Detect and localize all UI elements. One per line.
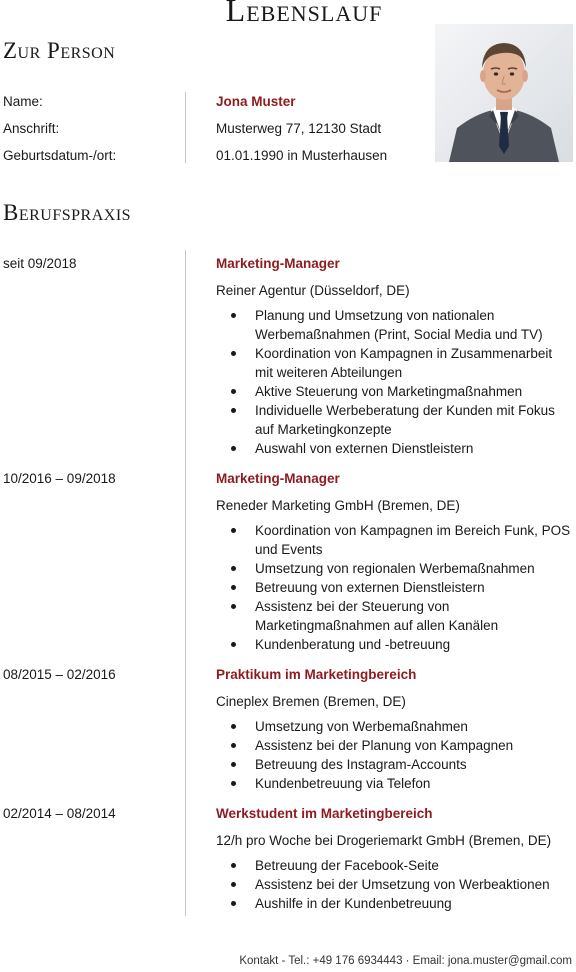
- value-birth: 01.01.1990 in Musterhausen: [216, 148, 388, 163]
- list-item: Auswahl von externen Dienstleistern: [216, 439, 572, 458]
- job-title: Marketing-Manager: [216, 471, 340, 486]
- list-item: Betreuung von externen Dienstleistern: [216, 578, 572, 597]
- job-title: Werkstudent im Marketingbereich: [216, 806, 433, 821]
- list-item: Assistenz bei der Planung von Kampagnen: [216, 736, 572, 755]
- profile-photo: [435, 24, 573, 162]
- job-company: Reiner Agentur (Düsseldorf, DE): [216, 283, 410, 298]
- list-item: Kundenberatung und -betreuung: [216, 635, 572, 654]
- list-item: Assistenz bei der Steuerung von Marketingmaßnahmen auf allen Kanälen: [216, 597, 572, 635]
- job-date: 02/2014 – 08/2014: [3, 806, 116, 821]
- job-date: 10/2016 – 09/2018: [3, 471, 116, 486]
- value-name: Jona Muster: [216, 94, 296, 109]
- divider-experience: [185, 250, 186, 916]
- list-item: Umsetzung von regionalen Werbemaßnahmen: [216, 559, 572, 578]
- job-company: Reneder Marketing GmbH (Bremen, DE): [216, 498, 460, 513]
- job-date: seit 09/2018: [3, 256, 77, 271]
- job-company: 12/h pro Woche bei Drogeriemarkt GmbH (Bremen, DE): [216, 833, 552, 848]
- label-birth: Geburtsdatum-/ort:: [3, 148, 117, 163]
- value-address: Musterweg 77, 12130 Stadt: [216, 121, 382, 136]
- job-bullets: [216, 521, 572, 654]
- list-item: Kundenbetreuung via Telefon: [216, 774, 572, 793]
- job-bullets: [216, 717, 572, 793]
- job-company: Cineplex Bremen (Bremen, DE): [216, 694, 406, 709]
- label-name: Name:: [3, 94, 43, 109]
- divider-personal: [185, 92, 186, 163]
- list-item: Umsetzung von Werbemaßnahmen: [216, 717, 572, 736]
- list-item: Assistenz bei der Umsetzung von Werbeaktionen: [216, 875, 572, 894]
- list-item: Betreuung der Facebook-Seite: [216, 856, 572, 875]
- list-item: Individuelle Werbeberatung der Kunden mit Fokus auf Marketingkonzepte: [216, 401, 572, 439]
- document-title: Lebenslauf: [225, 0, 383, 28]
- job-title: Marketing-Manager: [216, 256, 340, 271]
- section-title-personal: Zur Person: [3, 38, 116, 63]
- list-item: Aktive Steuerung von Marketingmaßnahmen: [216, 382, 572, 401]
- list-item: Aushilfe in der Kundenbetreuung: [216, 894, 572, 913]
- job-date: 08/2015 – 02/2016: [3, 667, 116, 682]
- job-bullets: [216, 856, 572, 913]
- list-item: Planung und Umsetzung von nationalen Werbemaßnahmen (Print, Social Media und TV): [216, 306, 572, 344]
- person-portrait-icon: [435, 24, 573, 162]
- job-title: Praktikum im Marketingbereich: [216, 667, 417, 682]
- list-item: Betreuung des Instagram-Accounts: [216, 755, 572, 774]
- label-address: Anschrift:: [3, 121, 60, 136]
- section-title-experience: Berufspraxis: [3, 200, 132, 225]
- footer-contact: Kontakt - Tel.: +49 176 6934443 · Email: jona.muster@gmail.com: [239, 955, 572, 967]
- job-bullets: [216, 306, 572, 458]
- list-item: Koordination von Kampagnen im Bereich Funk, POS und Events: [216, 521, 572, 559]
- list-item: Koordination von Kampagnen in Zusammenarbeit mit weiteren Abteilungen: [216, 344, 572, 382]
